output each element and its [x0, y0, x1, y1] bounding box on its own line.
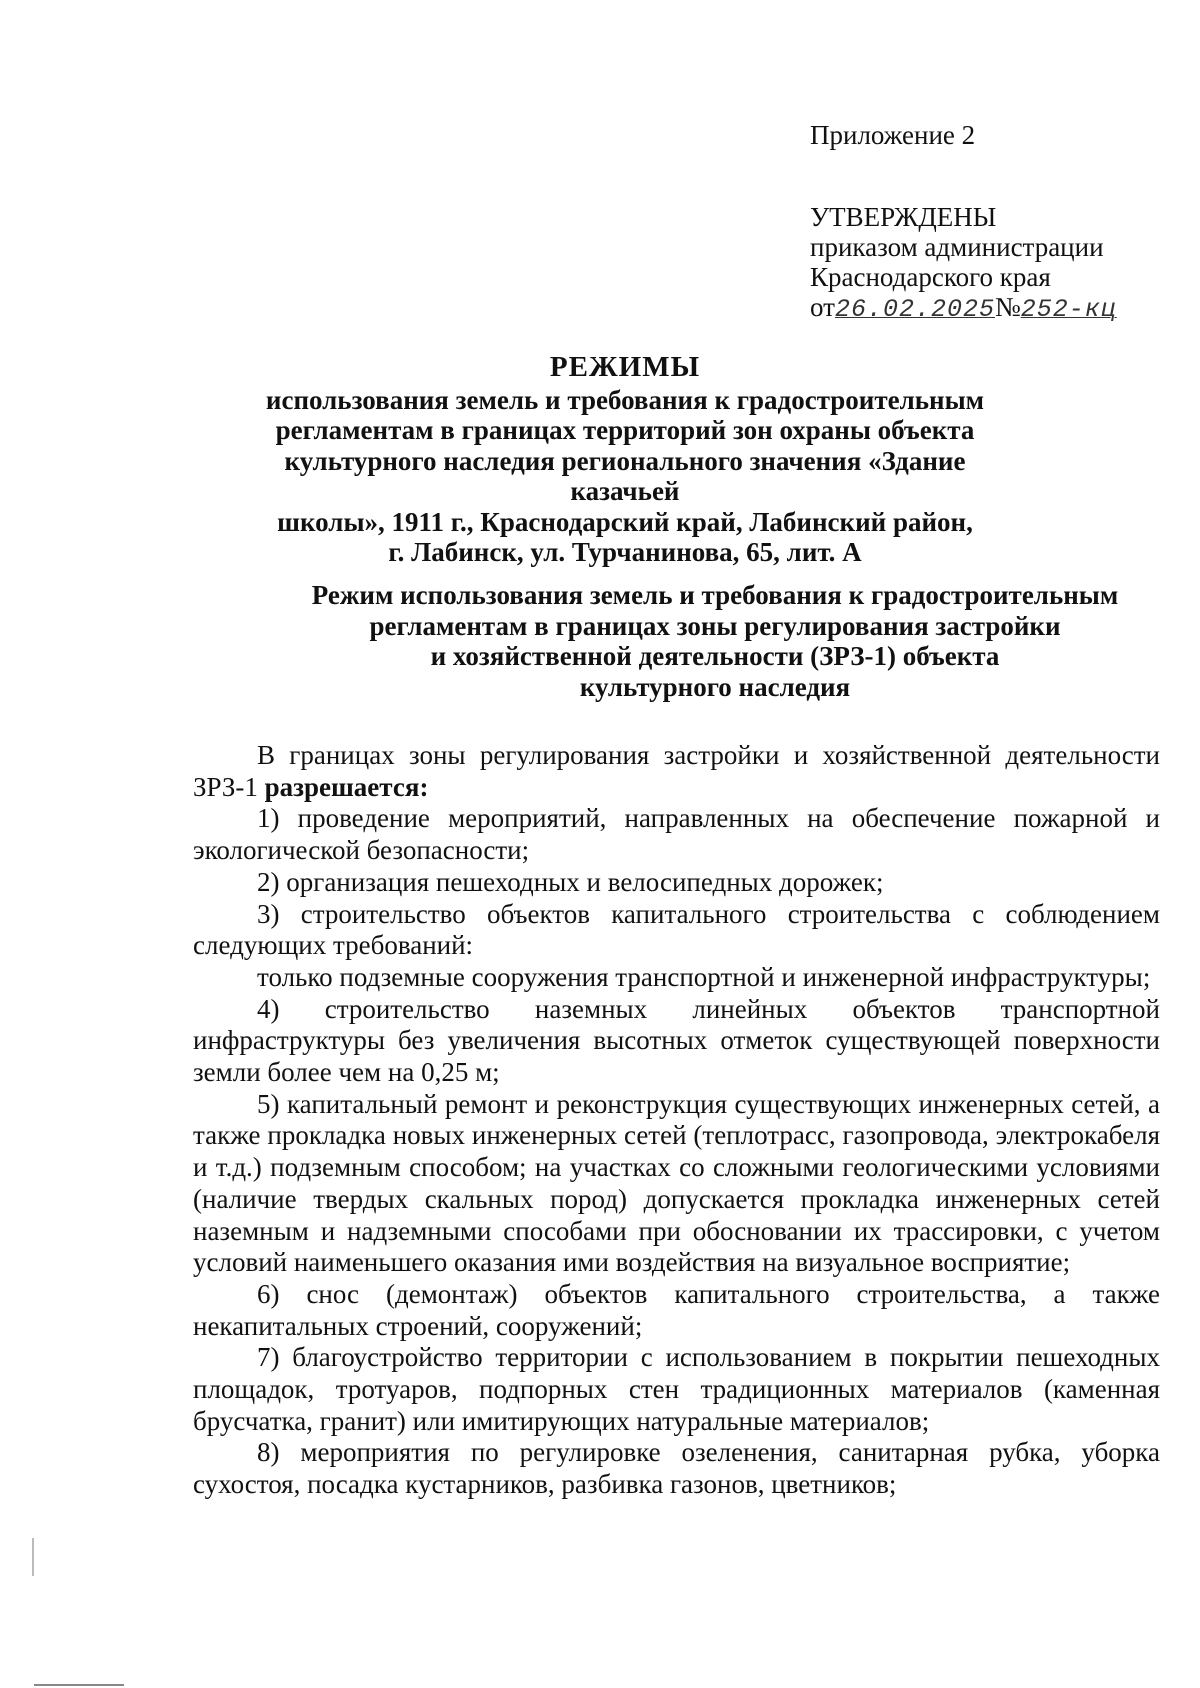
- scan-margin-mark: [32, 1538, 34, 1576]
- section-heading: [270, 580, 1160, 702]
- title-line: регламентам в границах территорий зон охраны объекта: [275, 415, 975, 445]
- intro-bold: разрешается:: [264, 771, 429, 802]
- title-line: использования земель и требования к градостроительным: [265, 384, 985, 415]
- handwritten-date: 26.02.2025: [834, 295, 995, 324]
- section-heading-line: Режим использования земель и требования к градостроительным: [311, 580, 1119, 610]
- handwritten-number: 252-кц: [1020, 295, 1117, 324]
- title-line: г. Лабинск, ул. Турчанинова, 65, лит. А: [388, 537, 862, 567]
- list-item: 4) строительство наземных линейных объектов транспортной инфраструктуры без увеличения высотных отметок существующей поверхности земли более чем на 0,25 м;: [193, 993, 1160, 1088]
- section-heading-line: культурного наследия: [579, 671, 851, 702]
- list-item: 7) благоустройство территории с использованием в покрытии пешеходных площадок, тротуаров, подпорных стен традиционных материалов (каменная брусчатка, гранит) или имитирующих натуральные материалов;: [193, 1342, 1160, 1436]
- document-title: [230, 352, 1020, 568]
- title-line: культурного наследия регионального значения «Здание казачьей: [284, 445, 966, 506]
- list-item: 5) капитальный ремонт и реконструкция существующих инженерных сетей, а также прокладка новых инженерных сетей (теплотрасс, газопровода, электрокабеля и т.д.) подземным способом; на участках со сложными геологическими условиями (наличие твердых скальных пород) допускается прокладка инженерных сетей наземным и надземными способами при обосновании их трассировки, с учетом условий наименьшего оказания ими воздействия на визуальное восприятие;: [193, 1088, 1160, 1278]
- list-item: только подземные сооружения транспортной и инженерной инфраструктуры;: [257, 961, 1151, 992]
- title-heading: РЕЖИМЫ: [549, 351, 701, 383]
- section-heading-line: и хозяйственной деятельности (ЗРЗ-1) объекта: [430, 641, 1000, 671]
- scan-corner-mark: [34, 1684, 124, 1686]
- appendix-label: Приложение 2: [810, 120, 976, 150]
- number-sign: №: [994, 292, 1021, 322]
- list-item: 2) организация пешеходных и велосипедных дорожек;: [257, 866, 884, 897]
- date-prefix: от: [810, 292, 835, 322]
- intro-paragraph: [193, 740, 1160, 803]
- list-item: 1) проведение мероприятий, направленных на обеспечение пожарной и экологической безопасности;: [193, 803, 1160, 866]
- approval-date-line: [810, 292, 1170, 325]
- section-heading-line: регламентам в границах зоны регулирования застройки: [369, 610, 1061, 641]
- title-line: школы», 1911 г., Краснодарский край, Лабинский район,: [277, 506, 973, 537]
- approval-line-2: Краснодарского края: [810, 262, 1051, 292]
- approval-line-1: приказом администрации: [810, 232, 1104, 262]
- intro-text: В границах зоны регулирования застройки и хозяйственной деятельности ЗРЗ-1: [193, 740, 1160, 802]
- list-item: 6) снос (демонтаж) объектов капитального строительства, а также некапитальных строений, сооружений;: [193, 1278, 1160, 1341]
- list-item: 8) мероприятия по регулировке озеленения, санитарная рубка, уборка сухостоя, посадка кустарников, разбивка газонов, цветников;: [193, 1437, 1160, 1500]
- list-item: 3) строительство объектов капитального строительства с соблюдением следующих требований:: [193, 898, 1160, 961]
- approved-label: УТВЕРЖДЕНЫ: [810, 202, 997, 232]
- document-body: [193, 740, 1160, 1501]
- approval-stamp-block: [810, 120, 1170, 325]
